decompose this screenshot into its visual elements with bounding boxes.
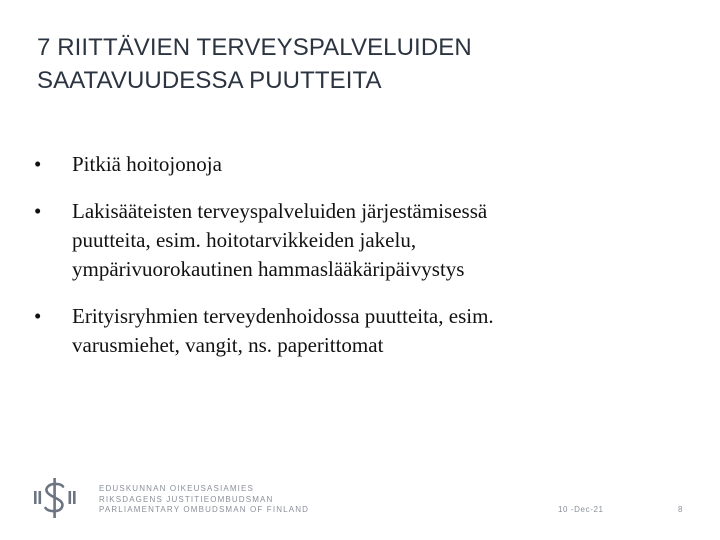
org-name-english: PARLIAMENTARY OMBUDSMAN OF FINLAND <box>99 505 310 514</box>
bullet-item-1 <box>34 150 674 179</box>
bullet-marker: • <box>34 199 42 223</box>
ombudsman-logo-icon <box>33 478 77 518</box>
bullet-text <box>72 197 674 284</box>
bullet-3-line-1: Erityisryhmien terveydenhoidossa puutteita, esim. <box>72 304 494 328</box>
footer-organization-name <box>99 484 309 516</box>
slide-title-line-2: SAATAVUUDESSA PUUTTEITA <box>37 67 382 94</box>
bullet-list <box>34 150 674 378</box>
bullet-text <box>72 302 674 360</box>
bullet-marker: • <box>34 152 42 176</box>
bullet-1-line-1: Pitkiä hoitojonoja <box>72 152 222 176</box>
page-number: 8 <box>678 505 683 514</box>
org-name-swedish: RIKSDAGENS JUSTITIEOMBUDSMAN <box>99 494 274 504</box>
bullet-2-line-2: puutteita, esim. hoitotarvikkeiden jakelu, <box>72 228 417 252</box>
bullet-marker: • <box>34 304 42 328</box>
slide-title-line-1: 7 RIITTÄVIEN TERVEYSPALVELUIDEN <box>37 34 472 61</box>
bullet-text <box>72 150 674 179</box>
footer-date: 10 -Dec-21 <box>558 505 604 514</box>
slide-title <box>37 31 677 97</box>
bullet-3-line-2: varusmiehet, vangit, ns. paperittomat <box>72 333 384 357</box>
bullet-2-line-3: ympärivuorokautinen hammaslääkäripäivystys <box>72 257 465 281</box>
bullet-2-line-1: Lakisääteisten terveyspalveluiden järjestämisessä <box>72 199 488 223</box>
bullet-item-2 <box>34 197 674 284</box>
org-name-finnish: EDUSKUNNAN OIKEUSASIAMIES <box>99 484 254 493</box>
bullet-item-3 <box>34 302 674 360</box>
